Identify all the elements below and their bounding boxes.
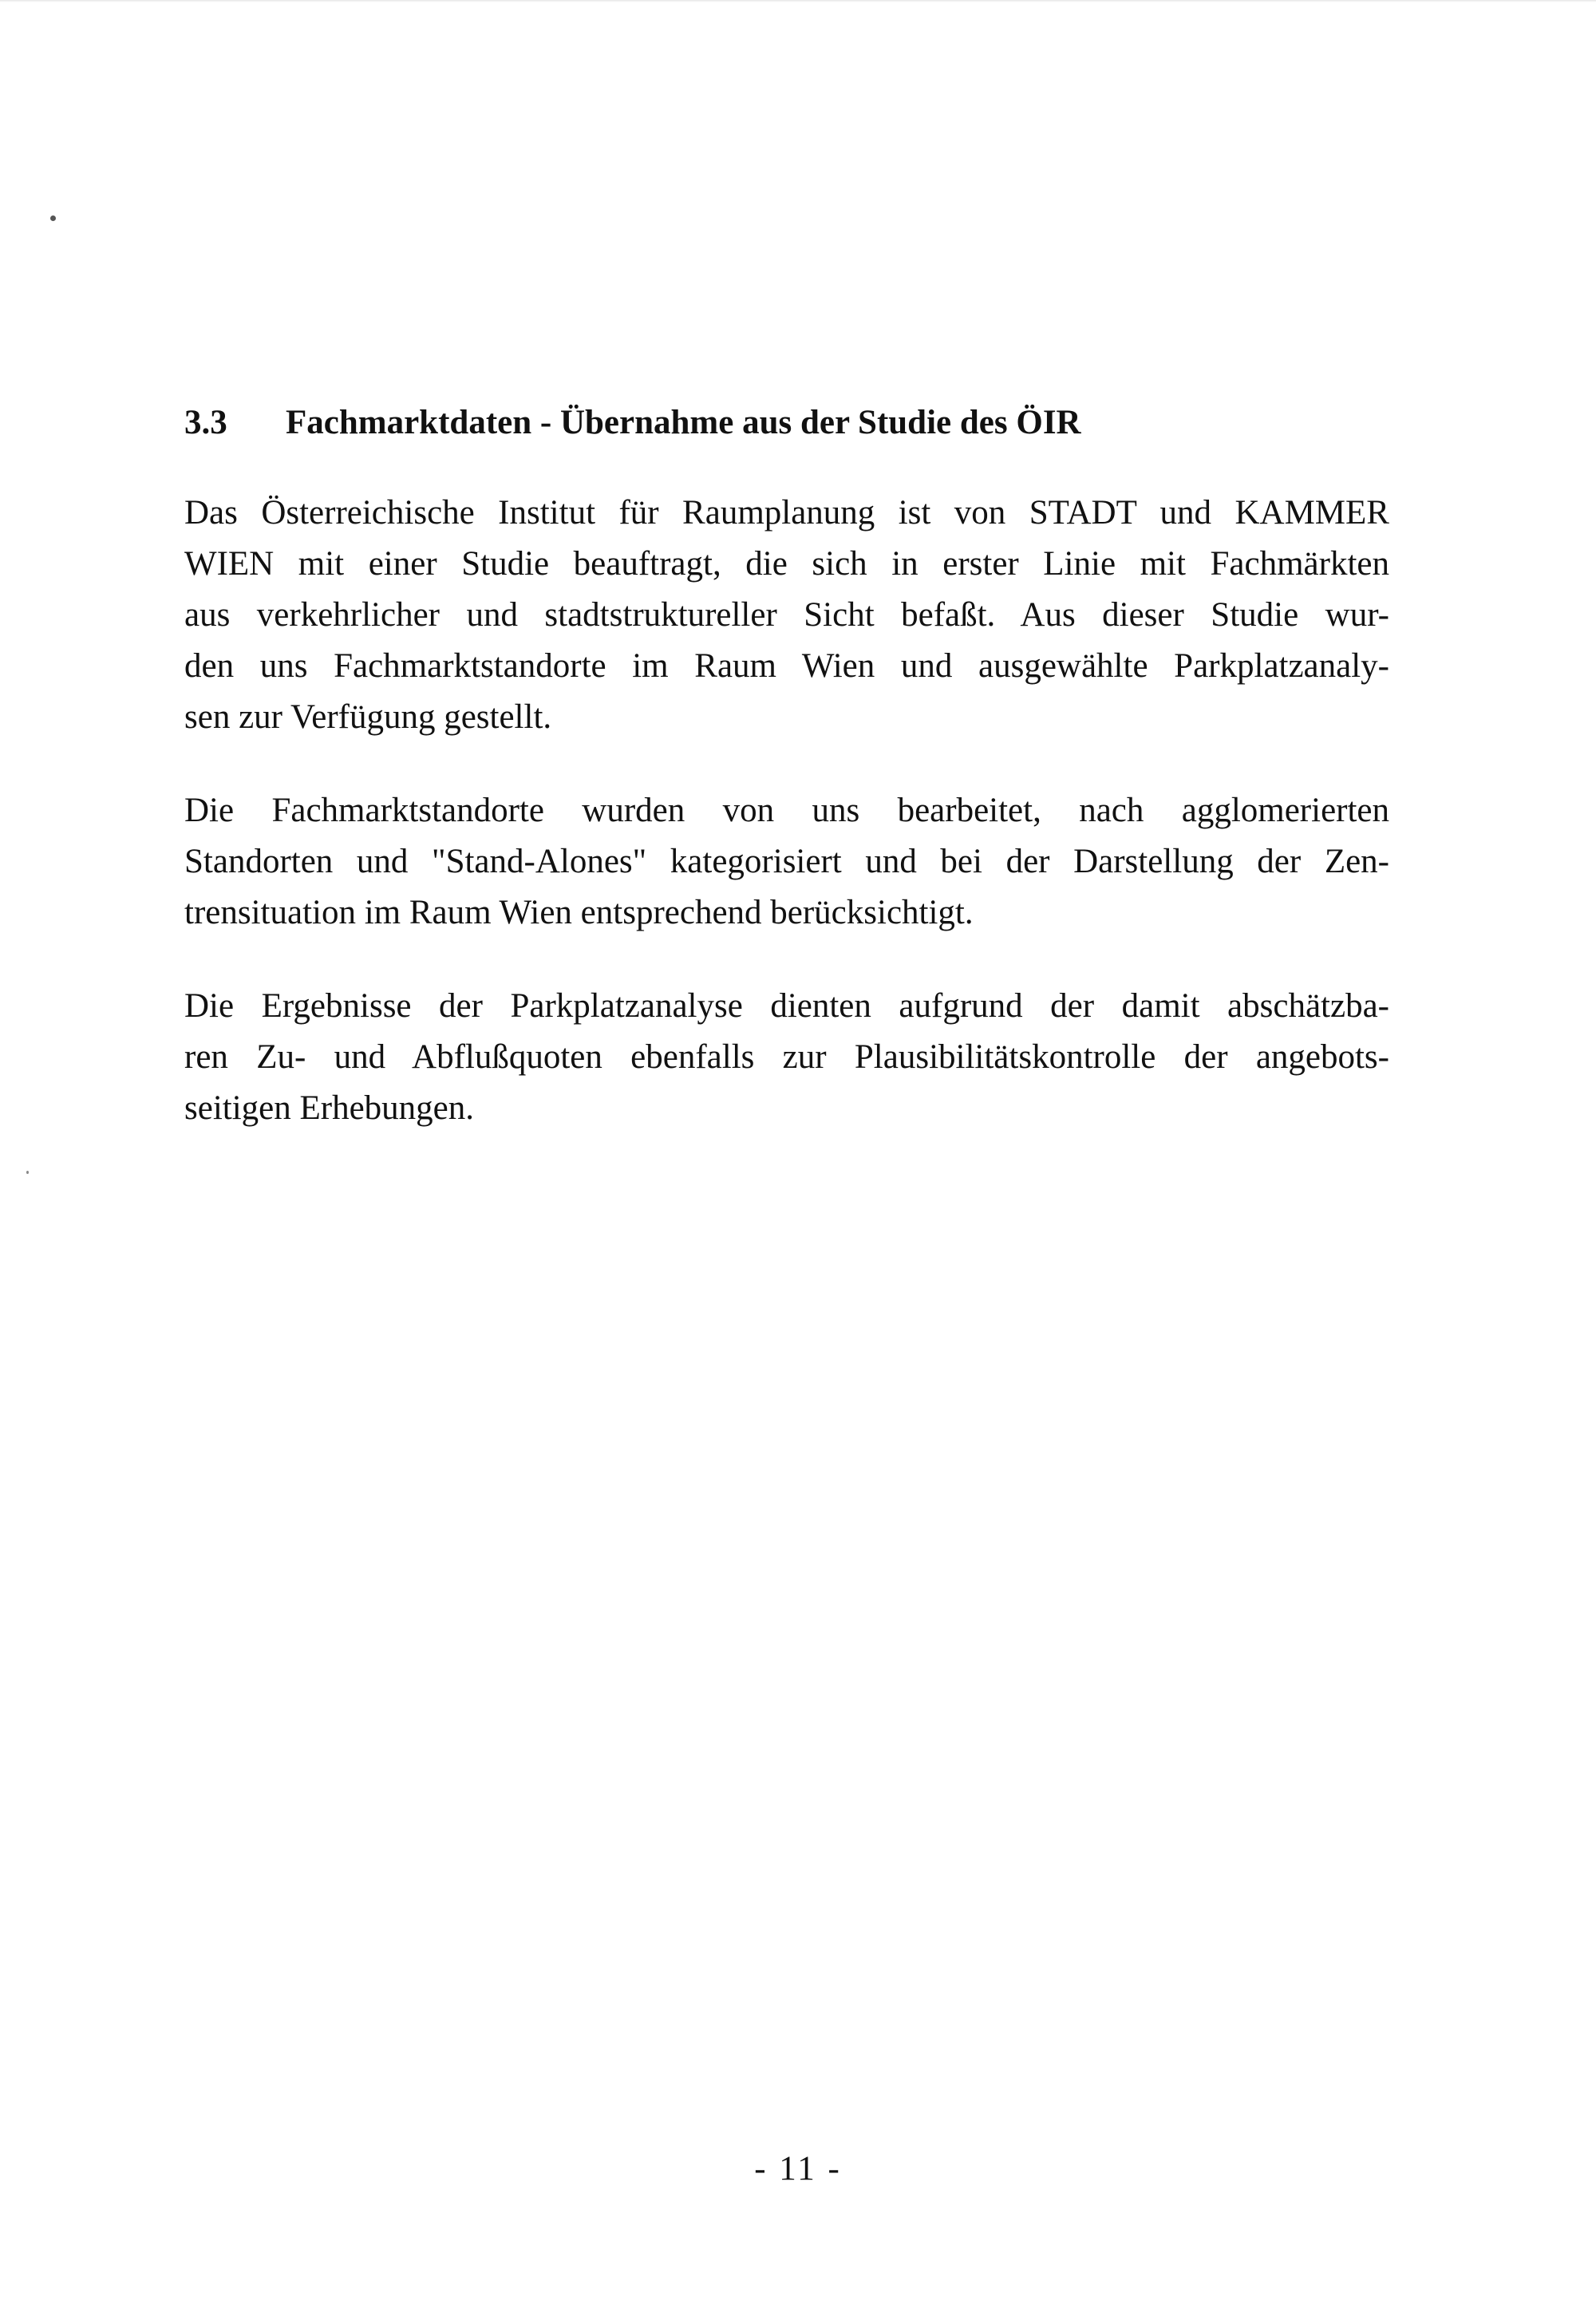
paragraph-line: Standorten und "Stand-Alones" kategorisiert und bei der Darstellung der Zen-	[184, 843, 1389, 880]
paragraph-line: seitigen Erhebungen.	[184, 1089, 475, 1127]
section-heading	[184, 399, 1389, 447]
paragraph-line: den uns Fachmarktstandorte im Raum Wien und ausgewählte Parkplatzanaly-	[184, 647, 1389, 685]
paragraph-line: WIEN mit einer Studie beauftragt, die sich in erster Linie mit Fachmärkten	[184, 545, 1389, 583]
scan-speck	[50, 215, 56, 221]
page-top-edge	[0, 0, 1596, 2]
paragraph-line: sen zur Verfügung gestellt.	[184, 698, 552, 736]
page-number: - 11 -	[754, 2150, 842, 2188]
paragraph-1	[184, 488, 1389, 743]
paragraph-2	[184, 785, 1389, 939]
paragraph-line: Die Fachmarktstandorte wurden von uns bearbeitet, nach agglomerierten	[184, 792, 1389, 829]
paragraph-line: aus verkehrlicher und stadtstruktureller Sicht befaßt. Aus dieser Studie wur-	[184, 596, 1389, 634]
scan-speck	[26, 1171, 29, 1174]
section-number: 3.3	[184, 404, 227, 441]
page-content	[184, 399, 1389, 1134]
paragraph-line: ren Zu- und Abflußquoten ebenfalls zur Plausibilitätskontrolle der angebots-	[184, 1038, 1389, 1076]
paragraph-3	[184, 981, 1389, 1134]
paragraph-line: Die Ergebnisse der Parkplatzanalyse dienten aufgrund der damit abschätzba-	[184, 987, 1389, 1025]
section-title: Fachmarktdaten - Übernahme aus der Studie des ÖIR	[286, 404, 1081, 441]
paragraph-line: trensituation im Raum Wien entsprechend berücksichtigt.	[184, 894, 974, 931]
paragraph-line: Das Österreichische Institut für Raumplanung ist von STADT und KAMMER	[184, 494, 1389, 532]
